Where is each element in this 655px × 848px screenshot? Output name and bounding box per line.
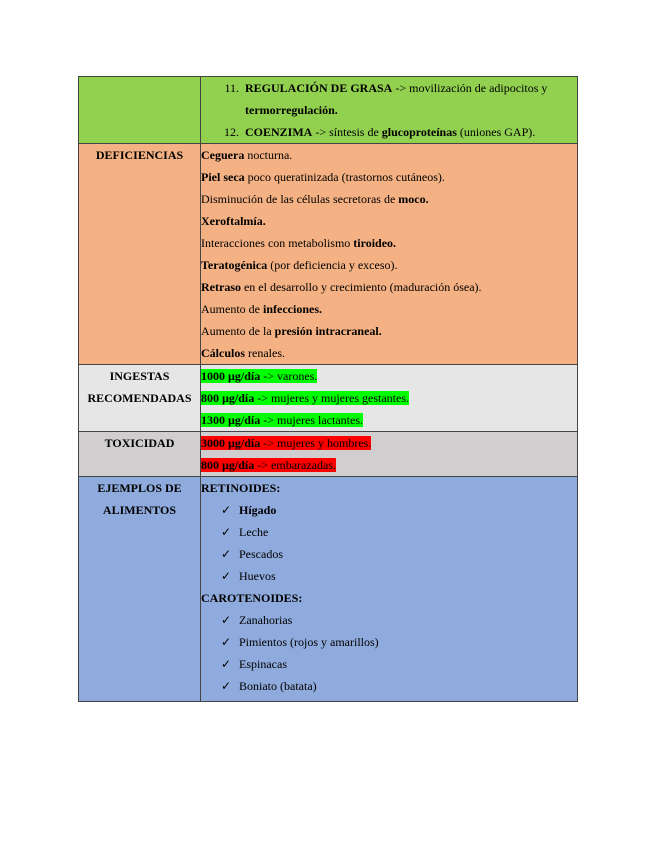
check-icon: ✓ bbox=[221, 547, 232, 561]
ingesta-line bbox=[201, 387, 577, 409]
check-icon: ✓ bbox=[221, 525, 232, 539]
food-name: Leche bbox=[239, 525, 269, 539]
deficiencia-line bbox=[201, 342, 577, 364]
deficiencia-line bbox=[201, 320, 577, 342]
function-item-12 bbox=[201, 121, 577, 143]
food-name: Hígado bbox=[239, 503, 277, 517]
keyword: Cálculos bbox=[201, 346, 246, 360]
check-icon: ✓ bbox=[221, 635, 232, 649]
item-keyword: termorregulación. bbox=[245, 103, 338, 117]
alimentos-label-line1: EJEMPLOS DE bbox=[97, 481, 182, 495]
text: Aumento de la bbox=[201, 324, 275, 338]
item-keyword: REGULACIÓN DE GRASA bbox=[245, 81, 393, 95]
text: -> varones. bbox=[260, 369, 318, 383]
deficiencia-line bbox=[201, 254, 577, 276]
item-number: 11. bbox=[224, 81, 239, 95]
dose: 800 µg/día bbox=[201, 391, 255, 405]
food-item bbox=[201, 609, 577, 631]
food-item bbox=[201, 521, 577, 543]
ingesta-line bbox=[201, 365, 577, 387]
check-icon: ✓ bbox=[221, 503, 232, 517]
ingestas-label bbox=[79, 365, 201, 432]
dose: 1000 µg/día bbox=[201, 369, 261, 383]
keyword: Xeroftalmía. bbox=[201, 214, 266, 228]
food-name: Pimientos (rojos y amarillos) bbox=[239, 635, 379, 649]
food-item bbox=[201, 653, 577, 675]
deficiencia-line bbox=[201, 166, 577, 188]
text: Interacciones con metabolismo bbox=[201, 236, 354, 250]
function-item-11-continuation bbox=[201, 99, 577, 121]
food-name: Huevos bbox=[239, 569, 276, 583]
keyword: presión intracraneal. bbox=[274, 324, 382, 338]
food-name: Pescados bbox=[239, 547, 283, 561]
check-icon: ✓ bbox=[221, 613, 232, 627]
check-icon: ✓ bbox=[221, 679, 232, 693]
toxicidad-label: TOXICIDAD bbox=[79, 432, 201, 477]
text: Aumento de bbox=[201, 302, 263, 316]
deficiencias-content bbox=[201, 144, 578, 365]
alimentos-label-line2: ALIMENTOS bbox=[102, 503, 177, 517]
functions-content-cell bbox=[201, 77, 578, 144]
deficiencia-line bbox=[201, 188, 577, 210]
text: nocturna. bbox=[244, 148, 293, 162]
alimentos-row bbox=[79, 477, 578, 702]
food-name: Boniato (batata) bbox=[239, 679, 317, 693]
item-text: -> movilización de adipocitos y bbox=[392, 81, 548, 95]
food-name: Espinacas bbox=[239, 657, 287, 671]
toxicidad-content bbox=[201, 432, 578, 477]
item-text: -> síntesis de bbox=[312, 125, 382, 139]
food-item bbox=[201, 499, 577, 521]
text: -> embarazadas. bbox=[254, 458, 336, 472]
alimentos-content bbox=[201, 477, 578, 702]
deficiencias-row bbox=[79, 144, 578, 365]
functions-label-cell bbox=[79, 77, 201, 144]
alimentos-label bbox=[79, 477, 201, 702]
item-text-2: (uniones GAP). bbox=[456, 125, 536, 139]
keyword: moco. bbox=[398, 192, 429, 206]
text: Disminución de las células secretoras de bbox=[201, 192, 399, 206]
dose: 800 µg/día bbox=[201, 458, 255, 472]
keyword: Ceguera bbox=[201, 148, 245, 162]
deficiencia-line bbox=[201, 298, 577, 320]
keyword: Teratogénica bbox=[201, 258, 268, 272]
keyword: tiroideo. bbox=[353, 236, 397, 250]
text: -> mujeres y mujeres gestantes. bbox=[254, 391, 409, 405]
item-number: 12. bbox=[224, 125, 239, 139]
toxicidad-line bbox=[201, 454, 577, 476]
text: -> mujeres y hombres. bbox=[260, 436, 372, 450]
item-keyword-2: glucoproteínas bbox=[381, 125, 457, 139]
check-icon: ✓ bbox=[221, 569, 232, 583]
ingestas-label-line2: RECOMENDADAS bbox=[87, 391, 192, 405]
deficiencias-label: DEFICIENCIAS bbox=[79, 144, 201, 365]
item-keyword: COENZIMA bbox=[245, 125, 313, 139]
carotenoides-heading: CAROTENOIDES: bbox=[201, 591, 303, 605]
keyword: Piel seca bbox=[201, 170, 245, 184]
food-item bbox=[201, 543, 577, 565]
ingesta-line bbox=[201, 409, 577, 431]
deficiencia-line bbox=[201, 210, 577, 232]
ingestas-content bbox=[201, 365, 578, 432]
ingestas-row bbox=[79, 365, 578, 432]
food-name: Zanahorias bbox=[239, 613, 293, 627]
deficiencia-line bbox=[201, 144, 577, 166]
text: en el desarrollo y crecimiento (maduración ósea). bbox=[240, 280, 482, 294]
toxicidad-row bbox=[79, 432, 578, 477]
functions-continuation-row bbox=[79, 77, 578, 144]
food-item bbox=[201, 631, 577, 653]
dose: 1300 µg/día bbox=[201, 413, 261, 427]
dose: 3000 µg/día bbox=[201, 436, 261, 450]
keyword: infecciones. bbox=[263, 302, 322, 316]
keyword: Retraso bbox=[201, 280, 241, 294]
retinoides-heading: RETINOIDES: bbox=[201, 481, 281, 495]
toxicidad-line bbox=[201, 432, 577, 454]
text: poco queratinizada (trastornos cutáneos). bbox=[244, 170, 445, 184]
text: -> mujeres lactantes. bbox=[260, 413, 363, 427]
ingestas-label-line1: INGESTAS bbox=[109, 369, 170, 383]
deficiencia-line bbox=[201, 276, 577, 298]
text: (por deficiencia y exceso). bbox=[267, 258, 398, 272]
check-icon: ✓ bbox=[221, 657, 232, 671]
text: renales. bbox=[245, 346, 285, 360]
food-item bbox=[201, 675, 577, 697]
vitamin-a-table bbox=[78, 76, 578, 702]
function-item-11 bbox=[201, 77, 577, 99]
deficiencia-line bbox=[201, 232, 577, 254]
food-item bbox=[201, 565, 577, 587]
